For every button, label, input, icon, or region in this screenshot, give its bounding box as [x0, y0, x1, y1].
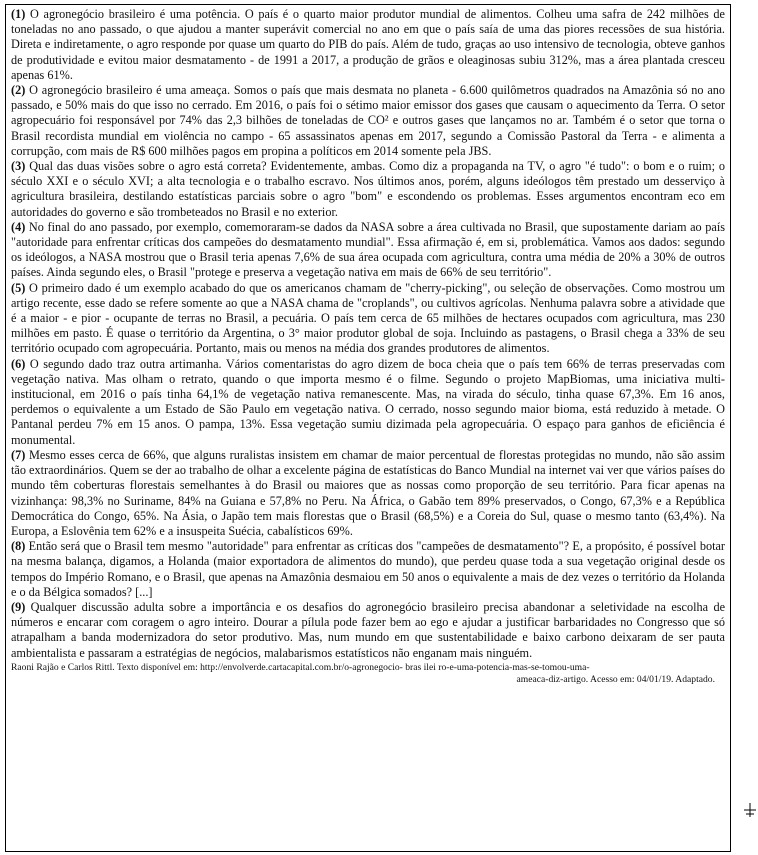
paragraph-6	[11, 357, 725, 448]
paragraph-4	[11, 220, 725, 281]
paragraph-text: Qual das duas visões sobre o agro está correta? Evidentemente, ambas. Como diz a propaganda na TV, o agro "é tudo": o bom e o ruim; o século XXI e o século XVI; a alta tecnologia e o trabalho escravo. Nos últimos anos, porém, alguns ideólogos têm prestado um desserviço à agricultura brasileira, destilando estatísticas parciais sobre o agro "bom" e escondendo os problemas. Esses argumentos encontram eco em autoridades do governo e são trombeteados no Brasil e no exterior.	[11, 159, 725, 219]
article-text-box	[5, 4, 731, 852]
paragraph-number: (2)	[11, 83, 26, 98]
paragraph-text: Qualquer discussão adulta sobre a importância e os desafios do agronegócio brasileiro precisa abandonar a seletividade na escolha de números e encarar com coragem o agro inteiro. Dourar a pílula pode fazer bem ao ego e ajudar a justificar barbaridades no Congresso que só atrapalham a banda modernizadora do setor produtivo. Mas, num mundo em que sustentabilidade e baixo carbono deixaram de ser pauta ambientalista e passaram a estratégias de negócios, malabarismos estatísticos não enganam mais ninguém.	[11, 599, 726, 660]
paragraph-text: O segundo dado traz outra artimanha. Vários comentaristas do agro dizem de boca cheia que o país tem 66% de terras preservadas com vegetação nativa. Mas olham o retrato, quando o que importa mesmo é o filme. Segundo o projeto MapBiomas, uma iniciativa multi-institucional, em 2016 o país tinha 64,1% de vegetação nativa remanescente. Mas, na virada do século, tinha quase 67,3%. Em 16 anos, perdemos o equivalente a um Estado de São Paulo em vegetação nativa. O cerrado, nosso segundo maior bioma, está reduzido à metade. O Pantanal perdeu 7% em 15 anos. O pampa, 13%. Essa vegetação sumiu dizimada pela agropecuária. O espaço para ganhos de eficiência é monumental.	[11, 356, 726, 447]
paragraph-9	[11, 600, 725, 661]
paragraph-text: O agronegócio brasileiro é uma ameaça. Somos o país que mais desmata no planeta - 6.600 quilômetros quadrados na Amazônia só no ano passado, e 50% mais do que isso no cerrado. Em 2016, o país foi o sétimo maior emissor dos gases que causam o aquecimento da Terra. O setor agropecuário foi responsável por 74% das 2,3 bilhões de toneladas de CO² e outros gases que lançamos no ar. Também é o setor que torna o Brasil recordista mundial em violência no campo - 65 assassinatos apenas em 2017, segundo a Comissão Pastoral da Terra - e alimenta a corrupção, com mais de R$ 600 milhões pagos em propina a políticos em 2014 somente pela JBS.	[11, 83, 726, 158]
paragraph-number: (6)	[11, 356, 26, 371]
paragraph-3	[11, 159, 725, 220]
paragraph-number: (3)	[11, 159, 26, 174]
paragraph-1	[11, 7, 725, 83]
paragraph-number: (5)	[11, 280, 26, 295]
paragraph-7	[11, 448, 725, 539]
crosshair-cursor-icon	[743, 802, 757, 818]
paragraph-2	[11, 83, 725, 159]
paragraph-text: O primeiro dado é um exemplo acabado do que os americanos chamam de "cherry-picking", ou seleção de observações. Como mostrou um artigo recente, esse dado se refere somente ao que a NASA chama de "croplands", ou cultivos agrícolas. Nenhuma palavra sobre a atividade que é a maior - e pior - ocupante de terras no Brasil, a pecuária. O país tem cerca de 65 milhões de hectares ocupados com agricultura, mas 230 milhões em pasto. É quase o território da Argentina, o 3° maior produtor global de soja. Incluindo as pastagens, o Brasil chega a 33% de seu território ocupado com agropecuária. Portanto, mais ou menos na média dos grandes produtores de alimentos.	[11, 280, 725, 356]
paragraph-number: (4)	[11, 219, 26, 234]
paragraph-number: (8)	[11, 539, 26, 554]
paragraph-text: No final do ano passado, por exemplo, comemoraram-se dados da NASA sobre a área cultivada no Brasil, que supostamente dariam ao país "autoridade para enfrentar críticas dos campeões do desmatamento mundial". Essa afirmação é, em si, problemática. Vamos aos dados: segundo os ideólogos, a NASA mostrou que o Brasil teria apenas 7,6% de sua área ocupada com agricultura, contra uma média de 20% a 30% de outros países. Ainda segundo eles, o Brasil "protege e preserva a vegetação nativa em mais de 66% de seu território".	[11, 219, 725, 280]
paragraph-text: Então será que o Brasil tem mesmo "autoridade" para enfrentar as críticas dos "campeões de desmatamento"? E, a propósito, é possível botar na mesma balança, digamos, a Holanda (maior exportadora de alimentos do mundo), que perdeu quase toda a sua vegetação original desde os tempos do Império Romano, e o Brasil, que apenas na Amazônia desmaiou em 50 anos o equivalente a mais de dez vezes o território da Holanda e o da Bélgica somados? [...]	[11, 539, 725, 599]
source-citation	[11, 662, 725, 686]
paragraph-text: Mesmo esses cerca de 66%, que alguns ruralistas insistem em chamar de maior percentual de florestas protegidas no mundo, não são assim tão extraordinários. Quem se der ao trabalho de olhar a excelente página de estatísticas do Banco Mundial na internet vai ver que vários países do mundo têm coberturas florestais semelhantes à do Brasil ou maiores que as nossas como proporção de seu território. Para ficar apenas na vizinhança: 98,3% no Suriname, 84% na Guiana e 57,8% no Peru. Na África, o Gabão tem 89% preservados, o Congo, 67,3% e a República Democrática do Congo, 65%. Na Ásia, o Japão tem mais florestas que o Brasil (68,5%) e a Coreia do Sul, quase o mesmo tanto (63,4%). Na Europa, a Eslovênia tem 62% e a insuspeita Suécia, cabalísticos 69%.	[11, 447, 726, 538]
paragraph-text: O agronegócio brasileiro é uma potência. O país é o quarto maior produtor mundial de alimentos. Colheu uma safra de 242 milhões de toneladas no ano passado, o que ajudou a manter superávit comercial no ano em que o país saía de uma das piores recessões de sua história. Direta e indiretamente, o agro responde por quase um quarto do PIB do país. Além de tudo, graças ao uso intensivo de tecnologia, obteve ganhos de produtividade e evitou maior desmatamento - de 1991 a 2017, a produção de grãos e oleaginosas subiu 312%, mas a área plantada cresceu apenas 61%.	[11, 7, 725, 82]
paragraph-8	[11, 539, 725, 600]
paragraph-5	[11, 281, 725, 357]
paragraph-number: (1)	[11, 7, 26, 21]
paragraph-number: (9)	[11, 599, 26, 614]
paragraph-number: (7)	[11, 447, 26, 462]
citation-line-2: ameaca-diz-artigo. Acesso em: 04/01/19. Adaptado.	[516, 673, 715, 685]
citation-line-1: Raoni Rajão e Carlos Rittl. Texto disponível em: http://envolverde.cartacapital.com.br/o-agronegocio- bras ilei ro-e-uma-potencia-mas-se-tomou-uma-	[11, 661, 590, 673]
